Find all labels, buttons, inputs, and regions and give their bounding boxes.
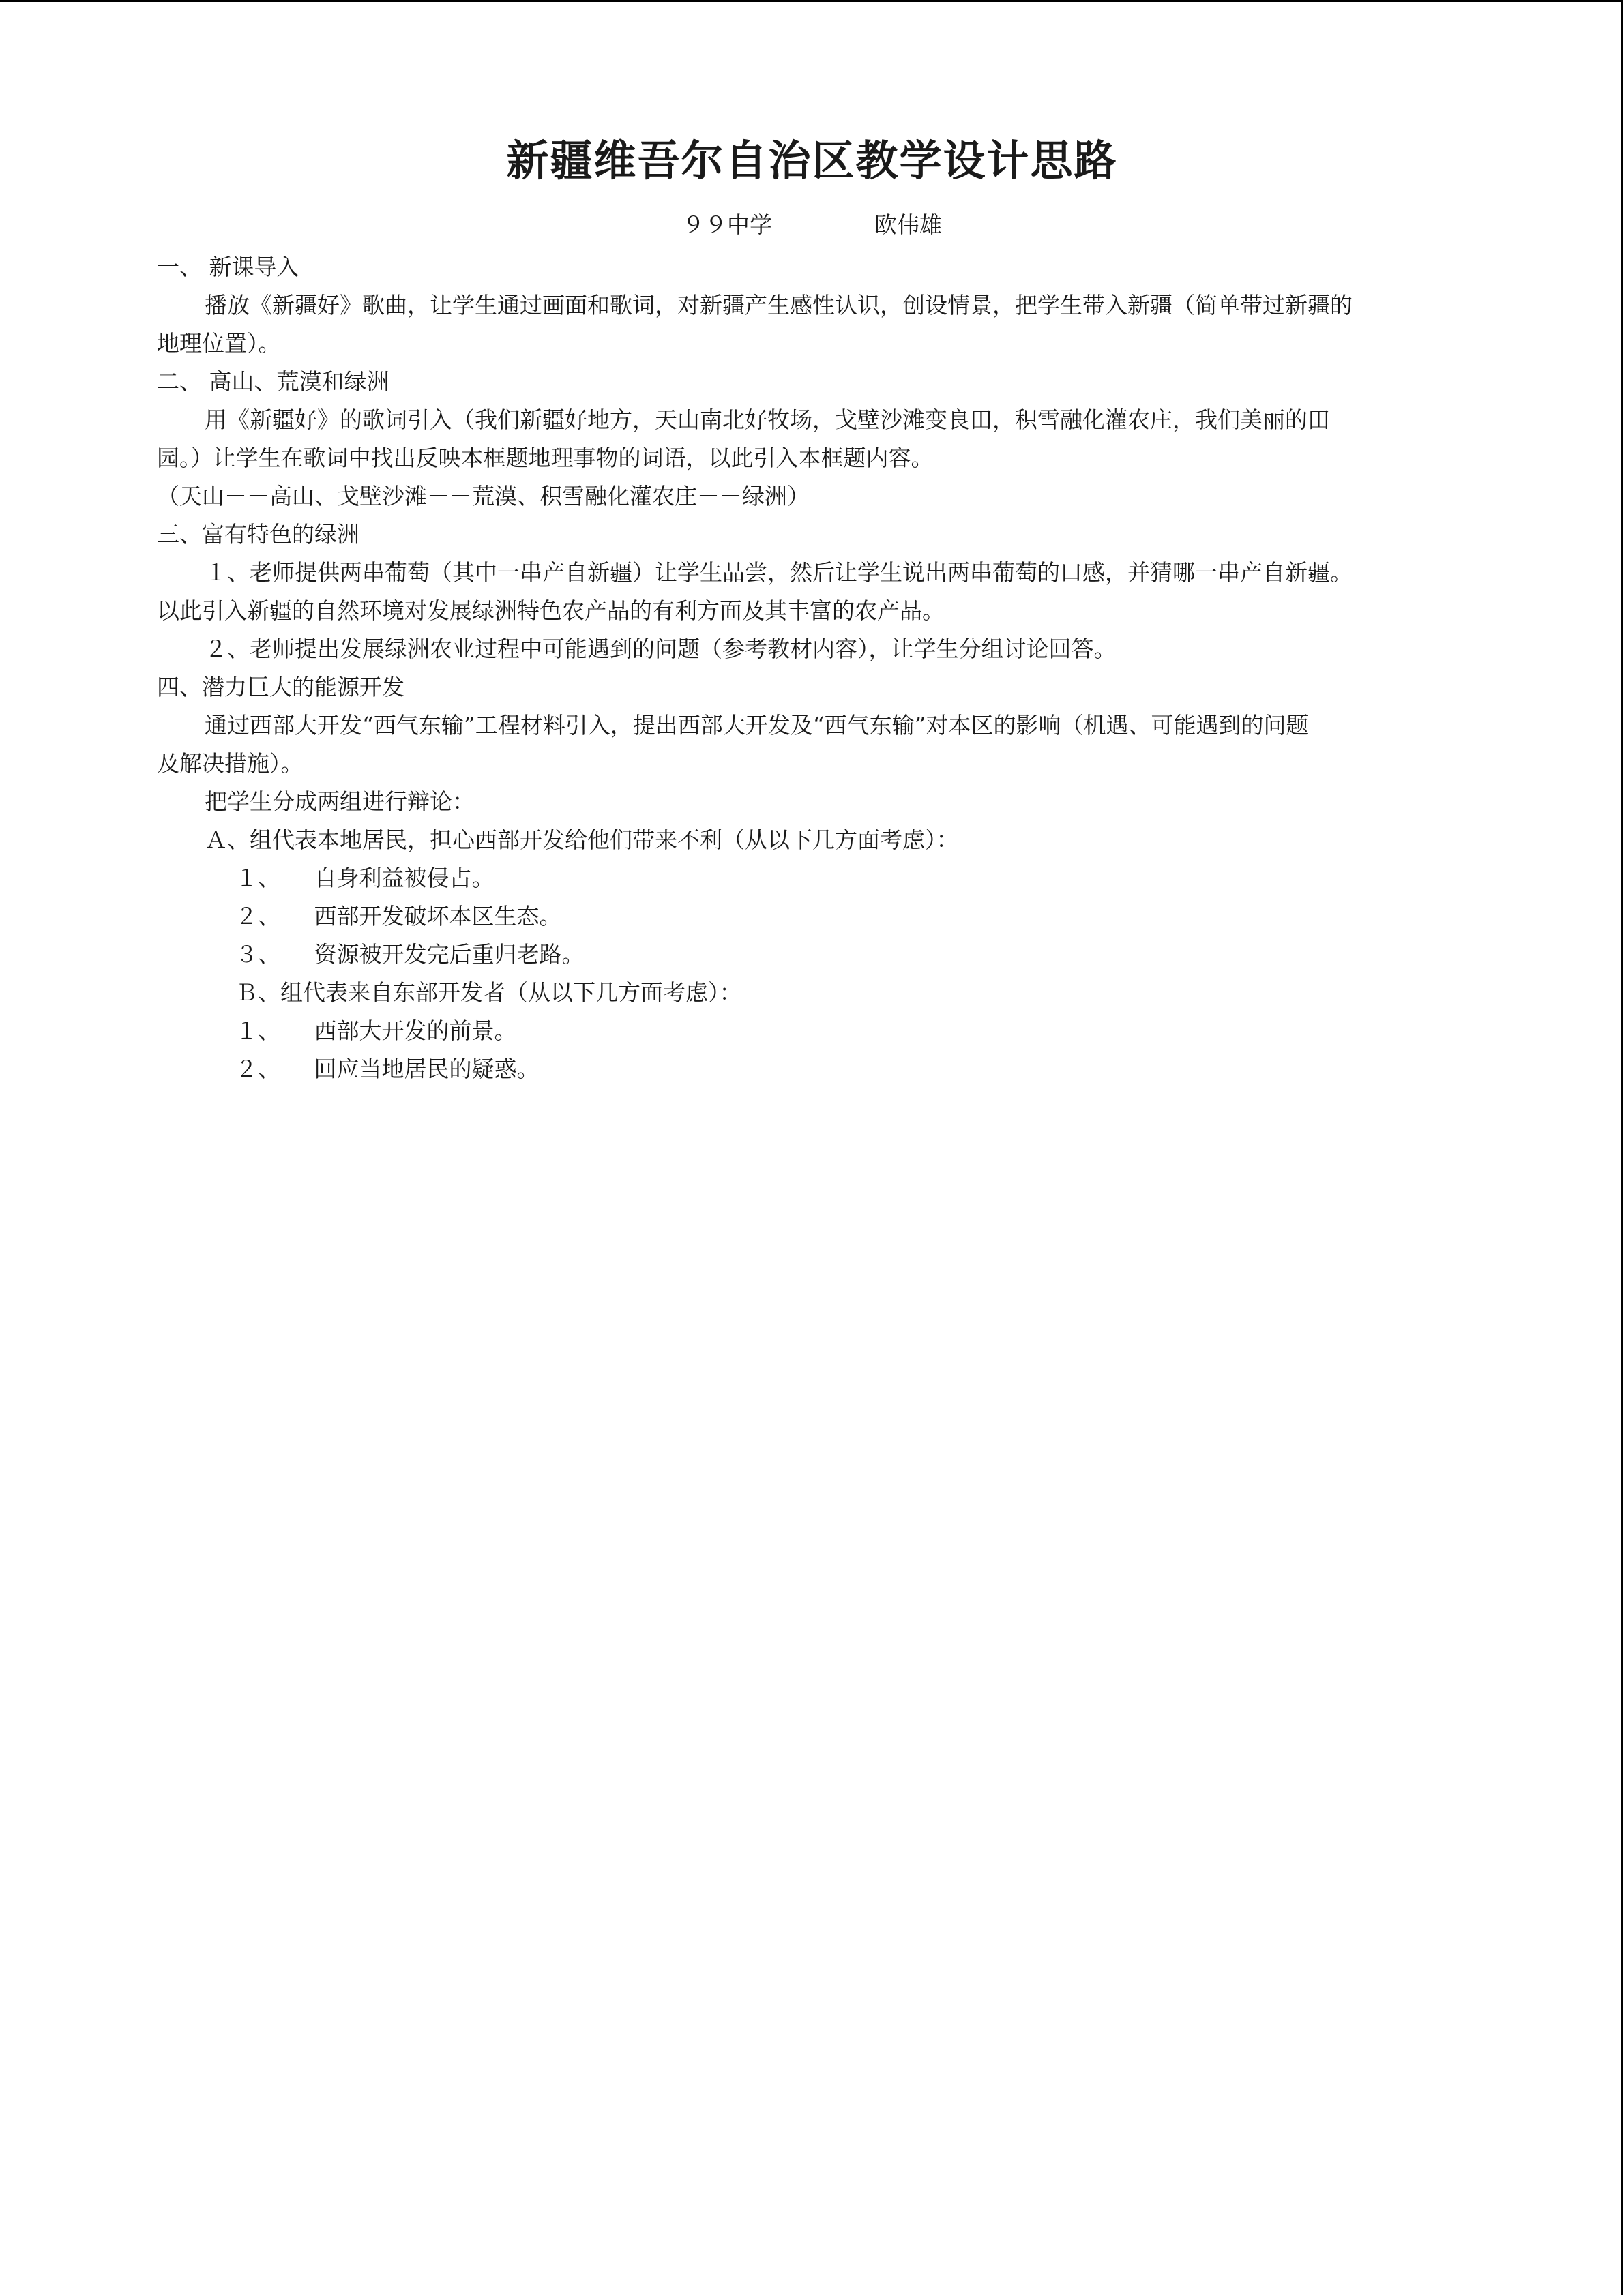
paragraph-line: 播放《新疆好》歌曲，让学生通过画面和歌词，对新疆产生感性认识，创设情景，把学生带入新疆（简单带过新疆的 — [205, 292, 1353, 318]
document-title: 新疆维吾尔自治区教学设计思路 — [506, 136, 1118, 185]
author-name: 欧伟雄 — [874, 211, 942, 238]
list-item: １、 西部大开发的前景。 — [235, 1017, 517, 1044]
list-item: １、 自身利益被侵占。 — [235, 865, 494, 891]
list-item: ２、 西部开发破坏本区生态。 — [235, 903, 562, 929]
paragraph-line: 把学生分成两组进行辩论： — [205, 788, 475, 815]
list-item: ３、 资源被开发完后重归老路。 — [235, 941, 585, 968]
section-heading: 一、 新课导入 — [157, 254, 299, 280]
section-heading: 三、富有特色的绿洲 — [157, 521, 359, 548]
paragraph-line: 通过西部大开发“西气东输”工程材料引入，提出西部大开发及“西气东输”对本区的影响（机遇、可能遇到的问题 — [205, 712, 1309, 739]
paragraph-line: Ａ、组代表本地居民，担心西部开发给他们带来不利（从以下几方面考虑）： — [205, 826, 959, 853]
paragraph-line: Ｂ、组代表来自东部开发者（从以下几方面考虑）： — [235, 979, 742, 1006]
paragraph-line: 及解决措施）。 — [157, 750, 304, 777]
paragraph-line: １、老师提供两串葡萄（其中一串产自新疆）让学生品尝，然后让学生说出两串葡萄的口感，并猜哪一串产自新疆。 — [205, 559, 1353, 586]
paragraph-line: 地理位置）。 — [157, 330, 281, 357]
paragraph-line: ２、老师提出发展绿洲农业过程中可能遇到的问题（参考教材内容），让学生分组讨论回答。 — [205, 636, 1117, 662]
paragraph-line: （天山－－高山、戈壁沙滩－－荒漠、积雪融化灌农庄－－绿洲） — [157, 483, 810, 509]
section-heading: 二、 高山、荒漠和绿洲 — [157, 368, 389, 395]
paragraph-line: 园。）让学生在歌词中找出反映本框题地理事物的词语，以此引入本框题内容。 — [157, 445, 934, 471]
section-heading: 四、潜力巨大的能源开发 — [157, 674, 404, 700]
school-name: ９９中学 — [682, 211, 772, 238]
paragraph-line: 用《新疆好》的歌词引入（我们新疆好地方，天山南北好牧场，戈壁沙滩变良田，积雪融化灌农庄，我们美丽的田 — [205, 406, 1330, 433]
paragraph-line: 以此引入新疆的自然环境对发展绿洲特色农产品的有利方面及其丰富的农产品。 — [157, 597, 945, 624]
list-item: ２、 回应当地居民的疑惑。 — [235, 1056, 540, 1082]
